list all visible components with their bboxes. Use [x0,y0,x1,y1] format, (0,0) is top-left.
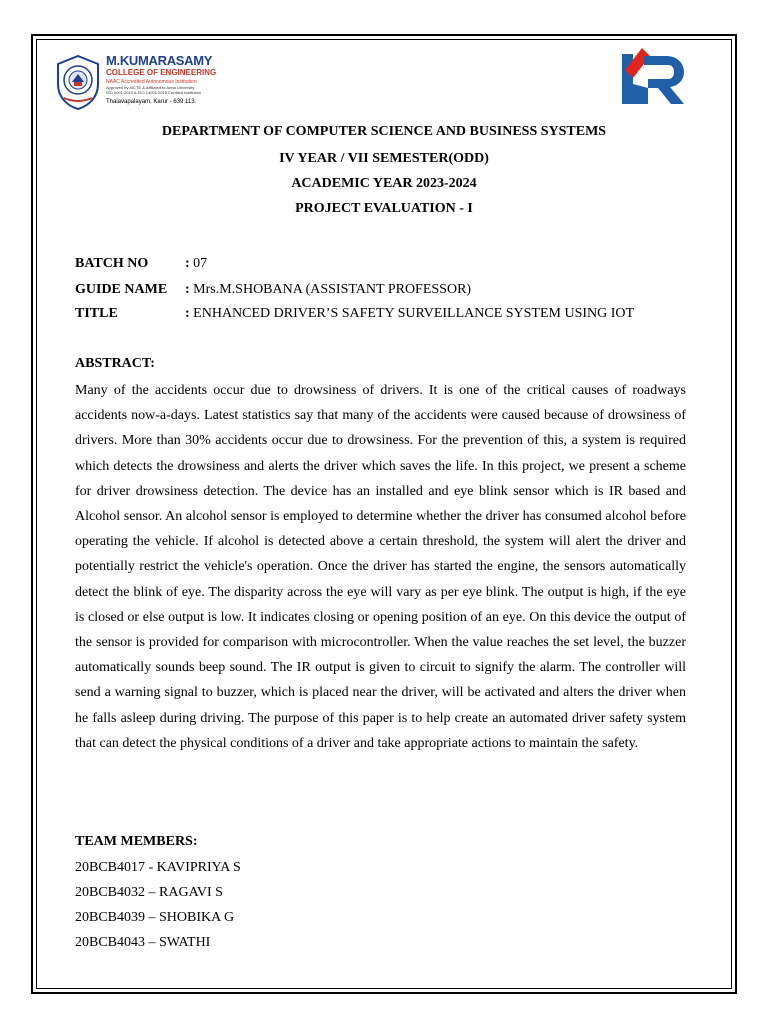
team-member: 20BCB4039 – SHOBIKA G [75,910,235,925]
department-heading: DEPARTMENT OF COMPUTER SCIENCE AND BUSINESS SYSTEMS [161,124,607,139]
team-member: 20BCB4043 – SWATHI [75,935,211,950]
team-heading: TEAM MEMBERS: [75,834,198,849]
title-label: TITLE [75,306,118,321]
abstract-heading: ABSTRACT: [75,356,155,371]
team-member: 20BCB4017 - KAVIPRIYA S [75,860,241,875]
title-colon: : [185,306,190,321]
abstract-text: Many of the accidents occur due to drowsiness of drivers. It is one of the critical causes of roadways accidents now-a-days. Latest statistics say that many of the accidents were caused because of drowsiness of drivers. More than 30% accidents occur due to drowsiness. For the prevention of this, a system is required which detects the drowsiness and alerts the driver which saves the life. In this project, we present a scheme for driver drowsiness detection. The device has an installed and eye blink sensor which is IR based and Alcohol sensor. An alcohol sensor is employed to determine whether the driver has consumed alcohol before operating the vehicle. If alcohol is detected above a certain threshold, the system will alert the driver and potentially restrict the vehicle's operation. Once the driver has started the engine, the sensors automatically detect the blink of eye. The disparity across the eye will vary as per eye blink. The output is high, if the eye is closed or else output is low. It indicates closing or opening position of an eye. On this device the output of the sensor is provided for comparison with microcontroller. When the value reaches the set level, the buzzer automatically sounds beep sound. The IR output is given to circuit to signify the alarm. The controller will send a warning signal to buzzer, which is placed near the driver, will be activated and alters the driver when he falls asleep during driving. The purpose of this paper is to help create an automated driver safety system that can detect the physical conditions of a driver and take appropriate actions to maintain the safety. [75,383,686,751]
batch-value: 07 [193,256,208,271]
title-row [75,306,634,322]
guide-value: Mrs.M.SHOBANA (ASSISTANT PROFESSOR) [193,282,472,297]
naac-line: NAAC Accredited Autonomous Institution [106,79,197,85]
guide-colon: : [185,282,190,297]
title-value: ENHANCED DRIVER’S SAFETY SURVEILLANCE SYSTEM USING IOT [193,306,635,321]
team-member: 20BCB4032 – RAGAVI S [75,885,223,900]
kr-logo-icon [620,44,688,106]
year-semester-heading: IV YEAR / VII SEMESTER(ODD) [279,151,489,166]
academic-year-heading: ACADEMIC YEAR 2023-2024 [291,176,477,191]
approval-line: Approved by AICTE & Affiliated to Anna University [106,85,195,90]
guide-label: GUIDE NAME [75,282,168,297]
college-name: M.KUMARASAMY [106,53,213,68]
batch-colon: : [185,256,190,271]
college-subtitle: COLLEGE OF ENGINEERING [106,68,217,77]
college-logo [52,50,222,122]
college-address: Thalavapalayam, Karur - 639 113. [106,99,197,105]
batch-label: BATCH NO [75,256,149,271]
college-text-block [106,54,226,106]
batch-row [75,256,207,272]
evaluation-heading: PROJECT EVALUATION - I [295,201,473,216]
guide-row [75,282,471,298]
college-seal-icon [54,54,102,110]
iso-line: ISO 9001:2015 & ISO 14001:2015 Certified Institution [106,90,202,95]
